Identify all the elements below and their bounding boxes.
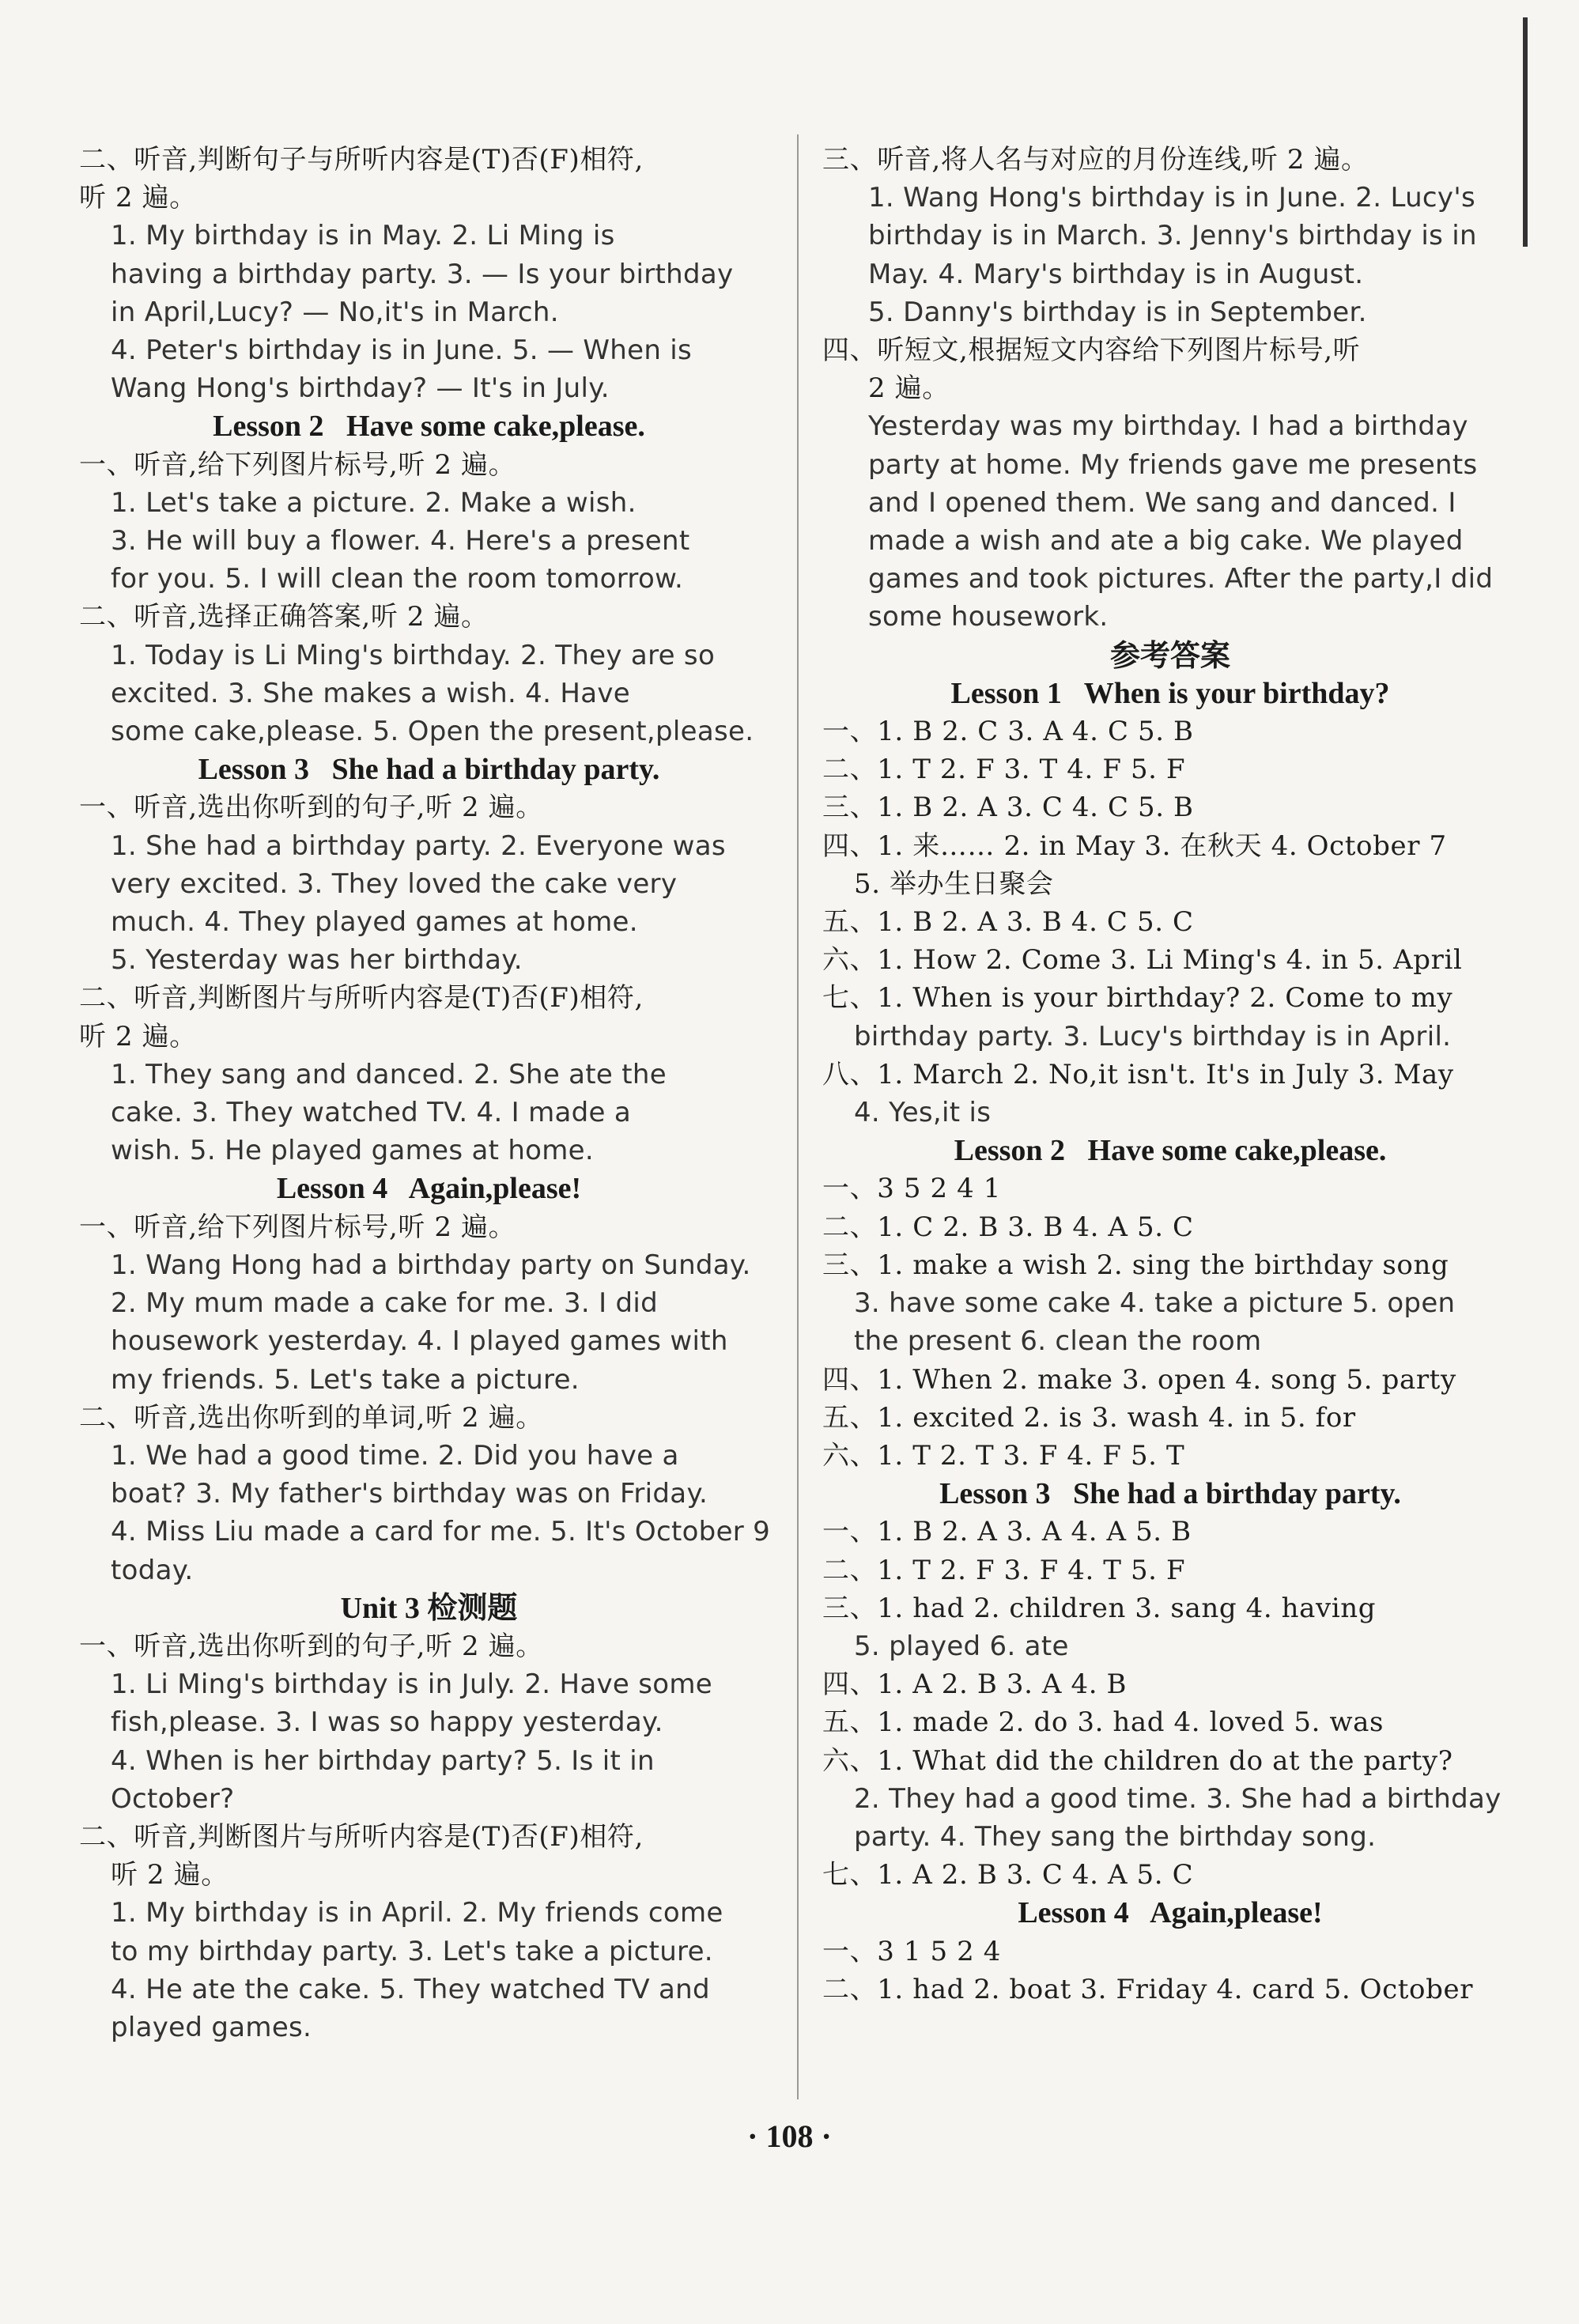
text-line: cake. 3. They watched TV. 4. I made a [111,1097,632,1129]
text-line: played games. [111,2011,312,2043]
text-line: 1. Let's take a picture. 2. Make a wish. [111,486,637,519]
question-line: 听 2 遍。 [79,182,197,214]
question-line: 五、1. B 2. A 3. B 4. C 5. C [822,906,1194,939]
text-line: boat? 3. My father's birthday was on Friday. [111,1478,708,1510]
text-line: 4. Miss Liu made a card for me. 5. It's October 9 [111,1516,771,1548]
question-line: 六、1. How 2. Come 3. Li Ming's 4. in 5. April [822,944,1463,977]
question-line: 一、听音,选出你听到的句子,听 2 遍。 [79,1630,543,1662]
question-line: 四、1. 来…… 2. in May 3. 在秋天 4. October 7 [822,829,1447,862]
text-line: 3. have some cake 4. take a picture 5. open [854,1287,1456,1320]
question-line: 五、1. made 2. do 3. had 4. loved 5. was [822,1706,1384,1739]
question-line: 四、1. A 2. B 3. A 4. B [822,1668,1128,1701]
text-line: 3. He will buy a flower. 4. Here's a present [111,525,690,557]
question-line: 二、听音,判断图片与所听内容是(T)否(F)相符, [79,1820,644,1853]
text-line: 1. Li Ming's birthday is in July. 2. Have some [111,1668,712,1701]
question-line: 二、听音,选出你听到的单词,听 2 遍。 [79,1401,543,1434]
text-line: birthday party. 3. Lucy's birthday is in April. [854,1020,1452,1052]
question-line: 四、1. When 2. make 3. open 4. song 5. party [822,1363,1456,1396]
question-line: 一、1. B 2. A 3. A 4. A 5. B [822,1516,1192,1548]
text-line: Yesterday was my birthday. I had a birthday [868,410,1468,443]
question-line: 一、3 5 2 4 1 [822,1173,1001,1205]
left-column [79,141,779,2046]
text-line: Wang Hong's birthday? — It's in July. [111,372,610,405]
answers-heading: 参考答案 [1109,637,1230,673]
text-line: 5. played 6. ate [854,1630,1069,1662]
section-heading: Lesson 3 She had a birthday party. [198,753,660,787]
text-line: party. 4. They sang the birthday song. [854,1820,1377,1853]
question-line: 五、1. excited 2. is 3. wash 4. in 5. for [822,1401,1356,1434]
text-line: in April,Lucy? — No,it's in March. [111,296,559,328]
text-line: 1. My birthday is in May. 2. Li Ming is [111,220,615,252]
page-edge-mark [1523,17,1528,247]
text-line: 1. We had a good time. 2. Did you have a [111,1439,679,1472]
text-line: and I opened them. We sang and danced. I [868,486,1456,519]
question-line: 一、3 1 5 2 4 [822,1935,1001,1967]
text-line: 5. Danny's birthday is in September. [868,296,1367,328]
question-line: 二、1. T 2. F 3. T 4. F 5. F [822,754,1186,786]
question-line: 听 2 遍。 [111,1859,229,1891]
question-line: 六、1. T 2. T 3. F 4. F 5. T [822,1439,1185,1472]
text-line: excited. 3. She makes a wish. 4. Have [111,677,630,709]
question-line: 5. 举办生日聚会 [854,867,1054,900]
text-line: wish. 5. He played games at home. [111,1135,595,1167]
text-line: 4. When is her birthday party? 5. Is it in [111,1744,655,1777]
text-line: 1. Wang Hong had a birthday party on Sunday. [111,1249,751,1281]
text-line: having a birthday party. 3. — Is your birthday [111,258,734,290]
text-line: 1. She had a birthday party. 2. Everyone was [111,829,726,862]
question-line: 三、1. B 2. A 3. C 4. C 5. B [822,792,1194,824]
column-divider [797,134,799,2099]
text-line: birthday is in March. 3. Jenny's birthday is in [868,220,1477,252]
text-line: May. 4. Mary's birthday is in August. [868,258,1364,290]
text-line: 1. Wang Hong's birthday is in June. 2. Lucy's [868,182,1476,214]
section-heading: Unit 3 检测题 [340,1591,518,1625]
text-line: much. 4. They played games at home. [111,906,638,939]
text-line: 4. He ate the cake. 5. They watched TV and [111,1973,710,2005]
question-line: 三、听音,将人名与对应的月份连线,听 2 遍。 [822,144,1369,176]
text-line: made a wish and ate a big cake. We played [868,525,1464,557]
text-line: to my birthday party. 3. Let's take a picture. [111,1935,713,1967]
text-line: 5. Yesterday was her birthday. [111,944,523,977]
question-line: 七、1. A 2. B 3. C 4. A 5. C [822,1859,1194,1891]
section-heading: Lesson 3 She had a birthday party. [939,1477,1401,1511]
question-line: 2 遍。 [868,372,950,405]
question-line: 六、1. What did the children do at the party? [822,1744,1453,1777]
question-line: 二、1. C 2. B 3. B 4. A 5. C [822,1211,1194,1243]
text-line: for you. 5. I will clean the room tomorrow. [111,563,684,595]
question-line: 三、1. had 2. children 3. sang 4. having [822,1592,1377,1624]
text-line: very excited. 3. They loved the cake very [111,867,678,900]
text-line: the present 6. clean the room [854,1325,1262,1358]
page-number: · 108 · [747,2118,832,2154]
text-line: fish,please. 3. I was so happy yesterday. [111,1706,663,1739]
text-line: 1. My birthday is in April. 2. My friends come [111,1897,723,1929]
section-heading: Lesson 2 Have some cake,please. [954,1134,1387,1168]
text-line: games and took pictures. After the party,I did [868,563,1494,595]
text-line: some housework. [868,601,1109,633]
text-line: 1. They sang and danced. 2. She ate the [111,1058,667,1090]
question-line: 二、听音,判断句子与所听内容是(T)否(F)相符, [79,144,644,176]
text-line: my friends. 5. Let's take a picture. [111,1363,580,1396]
question-line: 二、1. had 2. boat 3. Friday 4. card 5. October [822,1973,1474,2005]
text-line: 4. Yes,it is [854,1097,992,1129]
question-line: 七、1. When is your birthday? 2. Come to my [822,982,1453,1015]
section-heading: Lesson 4 Again,please! [276,1172,582,1206]
section-heading: Lesson 1 When is your birthday? [950,676,1390,710]
question-line: 二、听音,判断图片与所听内容是(T)否(F)相符, [79,982,644,1015]
question-line: 一、听音,给下列图片标号,听 2 遍。 [79,1211,516,1243]
text-line: housework yesterday. 4. I played games with [111,1325,728,1358]
question-line: 一、听音,选出你听到的句子,听 2 遍。 [79,792,543,824]
text-line: 2. My mum made a cake for me. 3. I did [111,1287,659,1320]
text-line: 4. Peter's birthday is in June. 5. — When is [111,334,693,367]
text-line: October? [111,1782,235,1815]
right-column [822,141,1518,2008]
section-heading: Lesson 2 Have some cake,please. [213,410,645,444]
question-line: 一、1. B 2. C 3. A 4. C 5. B [822,716,1194,748]
question-line: 四、听短文,根据短文内容给下列图片标号,听 [822,334,1361,367]
question-line: 听 2 遍。 [79,1020,197,1052]
text-line: 1. Today is Li Ming's birthday. 2. They are so [111,639,716,671]
question-line: 二、听音,选择正确答案,听 2 遍。 [79,601,489,633]
text-line: 2. They had a good time. 3. She had a birthday [854,1782,1502,1815]
question-line: 三、1. make a wish 2. sing the birthday song [822,1249,1449,1281]
question-line: 二、1. T 2. F 3. F 4. T 5. F [822,1554,1186,1586]
text-line: some cake,please. 5. Open the present,please. [111,716,754,748]
text-line: today. [111,1554,194,1586]
question-line: 八、1. March 2. No,it isn't. It's in July 3. May [822,1058,1454,1090]
section-heading: Lesson 4 Again,please! [1018,1896,1323,1930]
text-line: party at home. My friends gave me presents [868,448,1478,481]
question-line: 一、听音,给下列图片标号,听 2 遍。 [79,448,516,481]
